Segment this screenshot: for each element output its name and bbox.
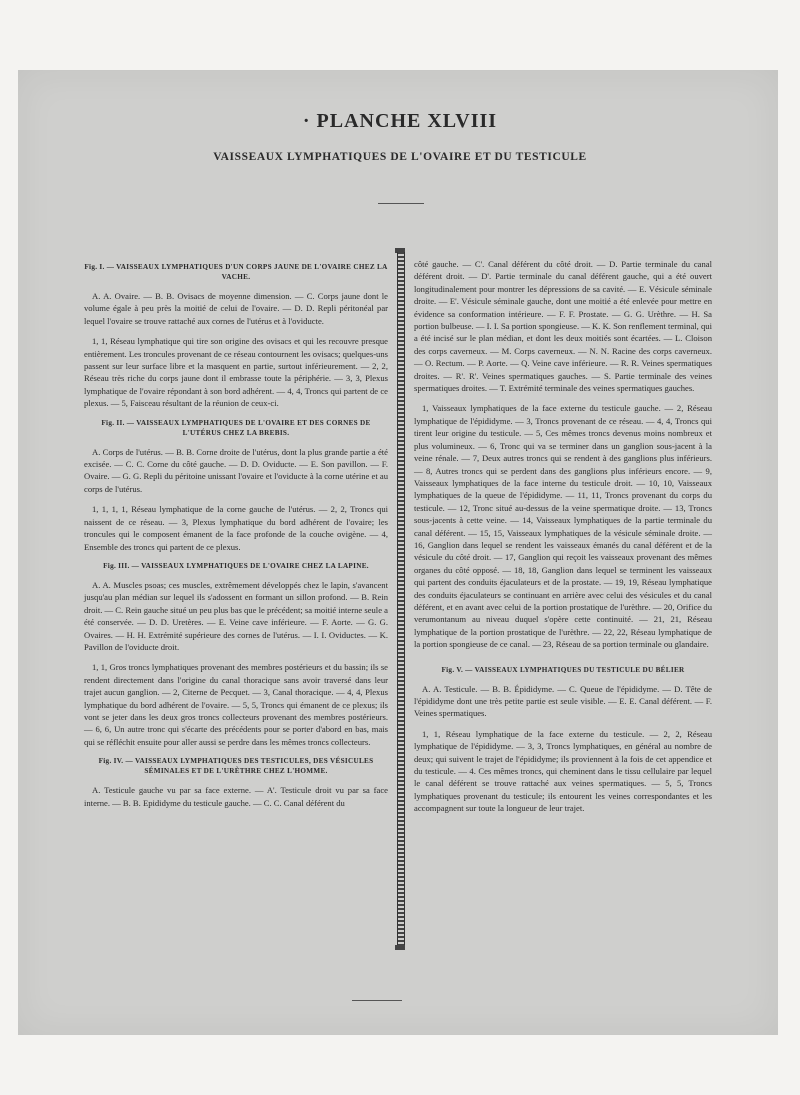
page-subtitle: VAISSEAUX LYMPHATIQUES DE L'OVAIRE ET DU TESTICULE xyxy=(213,151,587,163)
fig1-description: 1, 1, Réseau lymphatique qui tire son origine des ovisacs et qui les recouvre presque entièrement. Les troncules provenant de ce réseau contournent les ovisacs; quelques-uns passent sur leur surface libre et la masquent en partie, surtout inférieurement. — 2, 2, Réseau très riche du corps jaune dont il embrasse toute la périphérie. — 3, 3, Plexus lymphatique de l'ovaire répondant à son bord adhérent. — 4, 4, Troncs qui partent de ce plexus. — 5, Faisceau résultant de la réunion de ceux-ci. xyxy=(84,336,388,409)
title-rule xyxy=(378,203,424,204)
page-title: · PLANCHE XLVIII xyxy=(302,110,498,132)
fig1-heading: Fig. I. — VAISSEAUX LYMPHATIQUES D'UN CORPS JAUNE DE L'OVAIRE CHEZ LA VACHE. xyxy=(84,263,388,281)
fig2-legend: A. Corps de l'utérus. — B. B. Corne droite de l'utérus, dont la plus grande partie a été excisée. — C. C. Corne du côté gauche. — D. D. Oviducte. — E. Son pavillon. — F. Ovaire. — G. G. Repli du péritoine unissant l'ovaire et l'oviducte à la corne utérine et au corps de l'utérus. xyxy=(84,446,388,494)
fig2-description: 1, 1, 1, 1, Réseau lymphatique de la corne gauche de l'utérus. — 2, 2, Troncs qui naissent de ce réseau. — 3, Plexus lymphatique du bord adhérent de l'ovaire; les troncules qui le composent émanent de la face profonde de la couche ovigène. — 4, Ensemble des troncs qui partent de ce plexus. xyxy=(84,504,388,552)
right-column xyxy=(414,258,712,823)
fig3-legend: A. A. Muscles psoas; ces muscles, extrêmement développés chez le lapin, s'avancent jusqu'au plan médian sur lequel ils s'adossent en formant un sillon profond. — B. Rein droit. — C. Rein gauche situé un peu plus bas que le précédent; sa moitié interne seule a été conservée. — D. D. Uretères. — E. Veine cave inférieure. — F. Aorte. — G. G. Ovaires. — H. H. Extrémité supérieure des cornes de l'utérus. — I. I. Oviductes. — K. Pavillon de l'oviducte droit. xyxy=(84,579,388,652)
fig5-heading: Fig. V. — VAISSEAUX LYMPHATIQUES DU TESTICULE DU BÉLIER xyxy=(441,665,685,674)
left-column xyxy=(84,258,388,809)
fig3-heading: Fig. III. — VAISSEAUX LYMPHATIQUES DE L'OVAIRE CHEZ LA LAPINE. xyxy=(103,561,369,570)
column-divider-cap-bottom xyxy=(395,945,405,950)
fig4-legend-start: A. Testicule gauche vu par sa face externe. — A'. Testicule droit vu par sa face interne. — B. B. Epididyme du testicule gauche. — C. C. Canal déférent du xyxy=(84,785,388,808)
bottom-rule xyxy=(352,1000,402,1001)
fig5-legend: A. A. Testicule. — B. B. Épididyme. — C. Queue de l'épididyme. — D. Tête de l'épididyme dont une très petite partie est seule visible. — E. E. Canal déférent. — F. Veines spermatiques. xyxy=(414,683,712,719)
fig3-description: 1, 1, Gros troncs lymphatiques provenant des membres postérieurs et du bassin; ils se rendent directement dans l'origine du canal thoracique sans avoir traversé dans leur trajet aucun ganglion. — 2, Citerne de Pecquet. — 3, Canal thoracique. — 4, 4, Plexus lymphatique du bord adhérent de l'ovaire. — 5, 5, Troncs qui émanent de ce plexus; ils vont se jeter dans les deux gros troncs collecteurs provenant des membres postérieurs. — 6, 6, Un autre tronc qui s'écarte des précédents pour se porter d'abord en bas, mais qui se réfléchit ensuite pour aller aussi se perdre dans les mêmes troncs collecteurs. xyxy=(84,662,388,747)
column-divider xyxy=(397,252,405,947)
fig5-description: 1, 1, Réseau lymphatique de la face externe du testicule. — 2, 2, Réseau lymphatique de l'épididyme. — 3, 3, Troncs lymphatiques, en général au nombre de deux; qui suivent le trajet de l'épididyme; ils proviennent à la fois de cet appendice et du testicule. — 4. Ces mêmes troncs, qui cheminent dans le tissu cellulaire par lequel le canal déférent se trouve rattaché aux veines spermatiques. — 5, 5, Troncs lymphatiques provenant du testicule; ils entourent les veines correspondantes et les accompagnent sur toute la longueur de leur trajet. xyxy=(414,728,712,814)
fig4-legend-continued: côté gauche. — C'. Canal déférent du côté droit. — D. Partie terminale du canal déférent droit. — D'. Partie terminale du canal déférent gauche, qui a été ouvert longitudinalement pour montrer les dépressions de sa cavité. — E. Vésicule séminale droite. — E'. Vésicule séminale gauche, dont une moitié a été enlevée pour mettre en évidence sa conformation intérieure. — F. F. Prostate. — G. G. Urèthre. — H. Sa portion bulbeuse. — I. I. Sa portion spongieuse. — K. K. Son renflement terminal, qui a été incisé sur le plan médian, et dont les deux moitiés sont écartées. — L. Cloison des corps caverneux. — M. Corps caverneux. — N. N. Racine des corps caverneux. — O. Rectum. — P. Aorte. — Q. Veine cave inférieure. — R. R. Veines spermatiques droites. — R'. R'. Veines spermatiques gauches. — S. Partie terminale des veines spermatiques droites. — T. Extrémité terminale des veines spermatiques gauches. xyxy=(414,259,712,394)
fig2-heading: Fig. II. — VAISSEAUX LYMPHATIQUES DE L'OVAIRE ET DES CORNES DE L'UTÉRUS CHEZ LA BREBIS. xyxy=(101,418,371,437)
fig4-heading: Fig. IV. — VAISSEAUX LYMPHATIQUES DES TESTICULES, DES VÉSICULES SÉMINALES ET DE L'URÈTHRE CHEZ L'HOMME. xyxy=(98,757,374,776)
fig1-legend: A. A. Ovaire. — B. B. Ovisacs de moyenne dimension. — C. Corps jaune dont le volume égale à peu près la moitié de celui de l'ovaire. — D. D. Repli péritonéal par lequel l'ovaire se trouve rattaché aux cornes de l'utérus et à l'oviducte. xyxy=(84,291,388,326)
fig4-description: 1, Vaisseaux lymphatiques de la face externe du testicule gauche. — 2, Réseau lymphatique de l'épididyme. — 3, Troncs provenant de ce réseau. — 4, 4, Troncs qui tirent leur origine du testicule. — 5, Ces mêmes troncs devenus moins nombreux et plus volumineux. — 6, Tronc qui va se terminer dans un ganglion sous-jacent à la veine rénale. — 7, Deux autres troncs qui se rendent à des ganglions plus inférieurs. — 8, Autres troncs qui se perdent dans des ganglions plus inférieurs encore. — 9, Vaisseaux lymphatiques de la face interne du testicule droit. — 10, 10, Vaisseaux lymphatiques de la queue de l'épididyme. — 11, 11, Troncs provenant du corps du testicule. — 12, Tronc situé au-dessus de la veine spermatique droite. — 13, Troncs sous-jacents à cette veine. — 14, Vaisseaux lymphatiques de la partie terminale du canal déférent. — 15, 15, Vaisseaux lymphatiques de la vésicule séminale droite. — 16, Ganglion dans lequel se rendent les vaisseaux émanés du canal déférent et de la vésicule du côté droit. — 17, Ganglion qui reçoit les vaisseaux provenant des mêmes organes du côté opposé. — 18, 18, Ganglion dans lequel se terminent les vaisseaux qui partent des conduits éjaculateurs et de la prostate. — 19, 19, Réseau lymphatique des conduits éjaculateurs se continuant en arrière avec celui des vésicules et du canal déférent, et en avant avec celui de la portion prostatique de l'urèthre. — 20, Orifice du verumontanum au niveau duquel s'opère cette continuité. — 21, 21, Réseau lymphatique de la portion prostatique de l'urèthre. — 22, 22, Réseau lymphatique de la portion spongieuse de ce canal. — 23, Réseau de sa portion terminale ou glandaire. xyxy=(414,403,712,650)
